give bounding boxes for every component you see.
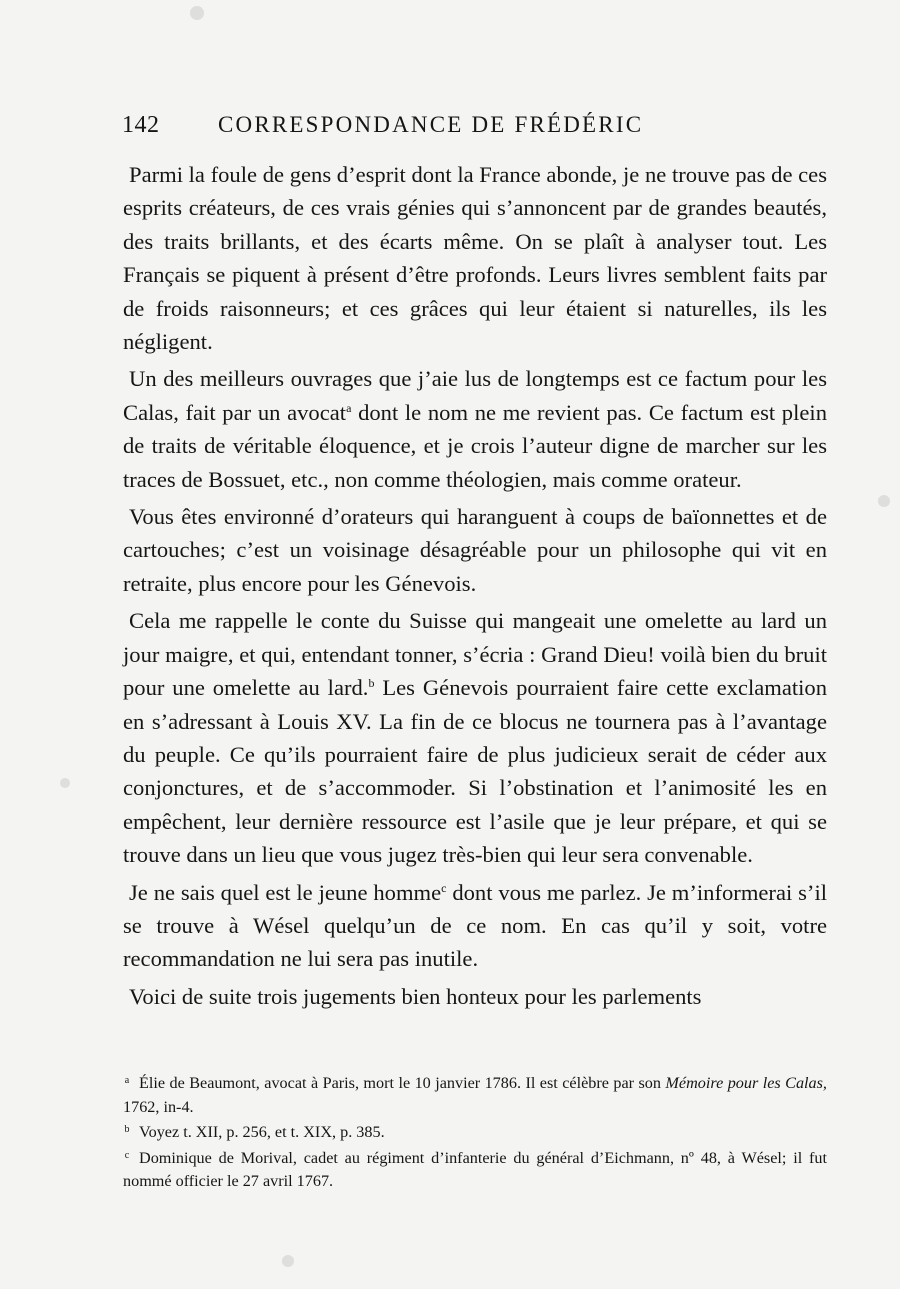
page-number: 142 [122, 112, 160, 138]
paragraph [123, 980, 827, 1013]
paragraph [123, 158, 827, 358]
footnote-ref-c: c [441, 880, 447, 895]
paragraph-text: Un des meilleurs ouvrages que j’aie lus de longtemps est ce factum pour les Calas, fait par un avocat [123, 366, 827, 425]
paragraph-text: Les Génevois pourraient faire cette exclamation en s’adressant à Louis XV. La fin de ce blocus ne tournera pas à l’avantage du peuple. Ce qu’ils pourraient faire de plus judicieux serait de céder aux conjonctures, et de s’accommoder. Si l’obstination et l’animosité les en empêchent, leur dernière ressource est l’asile que je leur prépare, et qui se trouve dans un lieu que vous jugez très-bien qui leur sera convenable. [123, 675, 827, 868]
paragraph-text: Parmi la foule de gens d’esprit dont la France abonde, je ne trouve pas de ces esprits créateurs, de ces vrais génies qui s’annoncent par de grandes beautés, des traits brillants, et des écarts même. On se plaît à analyser tout. Les Français se piquent à présent d’être profonds. Leurs livres semblent faits par de froids raisonneurs; et ces grâces qui leur étaient si naturelles, ils les négligent. [123, 162, 827, 355]
paragraph-text: dont le nom ne me revient pas. Ce factum est plein de traits de véritable éloquence, et je crois l’auteur digne de marcher sur les traces de Bossuet, etc., non comme théologien, mais comme orateur. [123, 399, 827, 492]
scan-speck [282, 1255, 294, 1267]
page-header [122, 112, 690, 144]
scan-speck [878, 495, 890, 507]
footnotes [123, 1072, 827, 1196]
paragraph-text: Je ne sais quel est le jeune homme [129, 879, 442, 905]
scan-speck [190, 6, 204, 20]
footnote-text: 1762, in-4. [123, 1097, 194, 1116]
paragraph [123, 362, 827, 496]
footnote-text: Élie de Beaumont, avocat à Paris, mort le 10 janvier 1786. Il est célèbre par son [139, 1074, 666, 1092]
footnote-b: b Voyez t. XII, p. 256, et t. XIX, p. 385. [124, 1123, 385, 1141]
paragraph-text: Cela me rappelle le conte du Suisse qui mangeait une omelette au lard un jour maigre, et qui, entendant tonner, s’écria : Grand Dieu! voilà bien du bruit pour une omelette au lard. [123, 608, 827, 701]
paragraph-text: Vous êtes environné d’orateurs qui haranguent à coups de baïonnettes et de cartouches; c’est un voisinage désagréable pour un philosophe qui vit en retraite, plus encore pour les Génevois. [123, 504, 827, 596]
body-text [123, 158, 827, 1013]
footnote-ref-a: a [346, 400, 352, 415]
paragraph [123, 500, 827, 600]
footnote-ref-b: b [368, 676, 375, 691]
footnote-c: c Dominique de Morival, cadet au régiment d’infanterie du général d’Eichmann, nº 48, à Wésel; il fut nommé officier le 27 avril 1767. [123, 1148, 827, 1190]
running-title: CORRESPONDANCE DE FRÉDÉRIC [218, 112, 644, 137]
footnote-italic-title: Mémoire pour les Calas, [665, 1074, 827, 1092]
footnote-text: Dominique de Morival, cadet au régiment d’infanterie du général d’Eichmann, nº 48, à Wésel; il fut nommé officier le 27 avril 1767. [123, 1148, 827, 1190]
paragraph [123, 876, 827, 976]
scan-speck [60, 778, 70, 788]
paragraph-text: Voici de suite trois jugements bien honteux pour les parlements [129, 983, 702, 1009]
footnote-text: Voyez t. XII, p. 256, et t. XIX, p. 385. [139, 1123, 385, 1141]
paragraph-text: dont vous me parlez. Je m’informerai s’il se trouve à Wésel quelqu’un de ce nom. En cas qu’il y soit, votre recommandation ne lui sera pas inutile. [123, 879, 827, 972]
footnote-a: a Élie de Beaumont, avocat à Paris, mort le 10 janvier 1786. Il est célèbre par son Mémoire pour les Calas, 1762, in-4. [123, 1074, 827, 1116]
paragraph [123, 604, 827, 871]
